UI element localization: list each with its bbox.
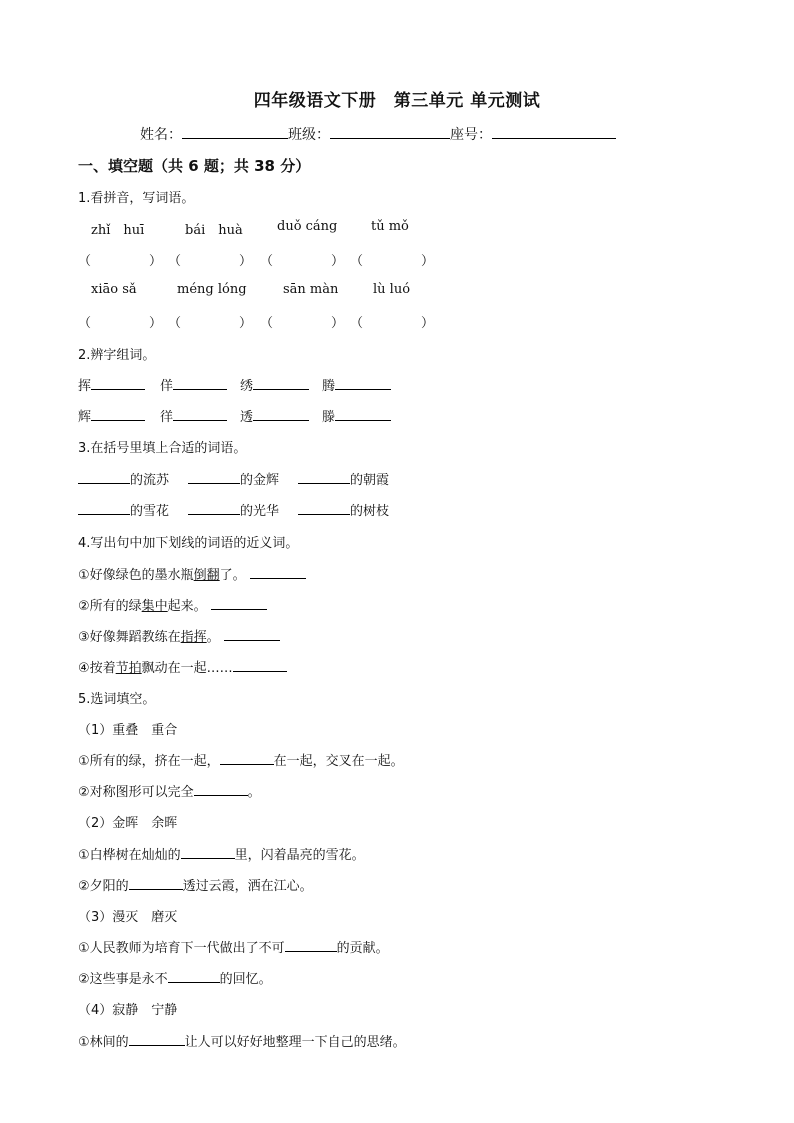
answer-box-7[interactable]: （ ） — [260, 316, 345, 331]
section-heading: 一、填空题（共 6 题；共 38 分） — [78, 157, 311, 175]
phrase-1: 的流苏 — [78, 469, 169, 488]
q5-group3-head: （3）漫灭 磨灭 — [78, 910, 178, 925]
q5-group4-head: （4）寂静 宁静 — [78, 1003, 178, 1018]
q5-group4-a: ①林间的 让人可以好好地整理一下自己的思绪。 — [78, 1035, 406, 1050]
q5-prompt: 5.选词填空。 — [78, 692, 156, 707]
phrase-4: 的雪花 — [78, 500, 169, 519]
char-group-2: 佯 — [160, 375, 227, 394]
answer-box-8[interactable]: （ ） — [350, 316, 435, 331]
answer-box-4[interactable]: （ ） — [350, 254, 435, 269]
class-label: 班级： — [288, 127, 330, 143]
phrase-3: 的朝霞 — [298, 469, 389, 488]
phrase-6: 的树枝 — [298, 500, 389, 519]
q5-group3-a: ①人民教师为培育下一代做出了不可 的贡献。 — [78, 941, 389, 956]
q5-group1-head: （1）重叠 重合 — [78, 723, 178, 738]
q5-group2-head: （2）金晖 余晖 — [78, 816, 178, 831]
char-group-6: 徉 — [160, 406, 227, 425]
q5-group2-b: ②夕阳的 透过云霞，洒在江心。 — [78, 879, 313, 894]
char-group-5: 辉 — [78, 406, 145, 425]
pinyin-6: méng lóng — [177, 282, 247, 297]
synonym-item-3: ③好像舞蹈教练在指挥。 — [78, 626, 280, 645]
q2-prompt: 2.辨字组词。 — [78, 348, 156, 363]
q3-prompt: 3.在括号里填上合适的词语。 — [78, 441, 247, 456]
char-group-8: 滕 — [322, 406, 391, 425]
student-info-fields — [140, 124, 616, 144]
class-blank[interactable] — [330, 124, 450, 139]
synonym-item-4: ④按着节拍飘动在一起…… — [78, 657, 287, 676]
q1-prompt: 1.看拼音，写词语。 — [78, 191, 195, 206]
phrase-2: 的金辉 — [188, 469, 279, 488]
char-group-3: 绣 — [240, 375, 309, 394]
page-title: 四年级语文下册 第三单元 单元测试 — [253, 91, 541, 111]
pinyin-5: xiāo sǎ — [91, 282, 137, 297]
name-label: 姓名： — [140, 127, 182, 143]
seat-label: 座号： — [450, 127, 492, 143]
pinyin-3: duǒ cáng — [277, 219, 338, 234]
seat-blank[interactable] — [492, 124, 616, 139]
char-group-4: 腾 — [322, 375, 391, 394]
synonym-item-1: ①好像绿色的墨水瓶倒翻了。 — [78, 564, 306, 583]
name-blank[interactable] — [182, 124, 288, 139]
q5-group3-b: ②这些事是永不 的回忆。 — [78, 972, 272, 987]
pinyin-4: tǔ mǒ — [371, 219, 409, 234]
answer-box-6[interactable]: （ ） — [168, 316, 253, 331]
q4-prompt: 4.写出句中加下划线的词语的近义词。 — [78, 536, 299, 551]
answer-box-5[interactable]: （ ） — [78, 316, 163, 331]
answer-box-3[interactable]: （ ） — [260, 254, 345, 269]
char-group-7: 透 — [240, 406, 309, 425]
pinyin-1: zhǐ huī — [91, 223, 145, 238]
q5-group2-a: ①白桦树在灿灿的 里，闪着晶亮的雪花。 — [78, 848, 365, 863]
answer-box-2[interactable]: （ ） — [168, 254, 253, 269]
q5-group1-b: ②对称图形可以完全 。 — [78, 785, 261, 800]
pinyin-7: sān màn — [283, 282, 339, 297]
synonym-item-2: ②所有的绿集中起来。 — [78, 595, 267, 614]
char-group-1: 挥 — [78, 375, 145, 394]
pinyin-8: lù luó — [373, 282, 411, 297]
q5-group1-a: ①所有的绿，挤在一起， 在一起，交叉在一起。 — [78, 754, 404, 769]
answer-box-1[interactable]: （ ） — [78, 254, 163, 269]
pinyin-2: bái huà — [185, 223, 243, 238]
phrase-5: 的光华 — [188, 500, 279, 519]
